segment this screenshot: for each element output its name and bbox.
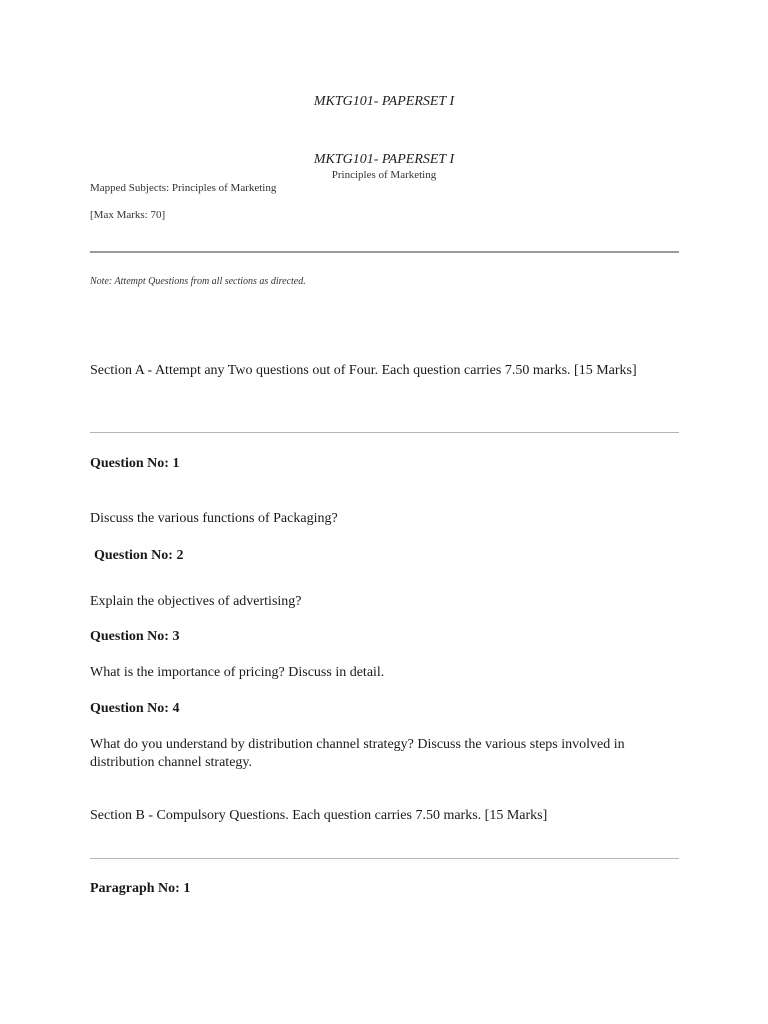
section-a-instruction: Section A - Attempt any Two questions out of Four. Each question carries 7.50 marks. [15 Marks] (90, 363, 637, 378)
page-title: MKTG101- PAPERSET I (313, 94, 455, 109)
mapped-subjects: Mapped Subjects: Principles of Marketing (90, 182, 277, 194)
paper-subject: Principles of Marketing (331, 169, 437, 181)
section-a-divider (90, 432, 679, 433)
section-b-divider (90, 858, 679, 859)
max-marks: [Max Marks: 70] (90, 209, 166, 221)
instructions-note: Note: Attempt Questions from all sections as directed. (90, 276, 306, 287)
question-3-text: What is the importance of pricing? Discuss in detail. (90, 665, 385, 680)
question-4-text: What do you understand by distribution channel strategy? Discuss the various steps involved in distribution channel strategy. (90, 737, 625, 770)
question-2-heading: Question No: 2 (94, 548, 184, 563)
section-b-instruction: Section B - Compulsory Questions. Each question carries 7.50 marks. [15 Marks] (90, 808, 548, 823)
paper-title: MKTG101- PAPERSET I (313, 152, 455, 167)
header-divider (90, 251, 679, 253)
question-1-heading: Question No: 1 (90, 456, 180, 471)
question-2-text: Explain the objectives of advertising? (90, 594, 302, 609)
question-1-text: Discuss the various functions of Packaging? (90, 511, 338, 526)
question-3-heading: Question No: 3 (90, 629, 180, 644)
question-4-heading: Question No: 4 (90, 701, 180, 716)
paragraph-1-heading: Paragraph No: 1 (90, 881, 191, 896)
